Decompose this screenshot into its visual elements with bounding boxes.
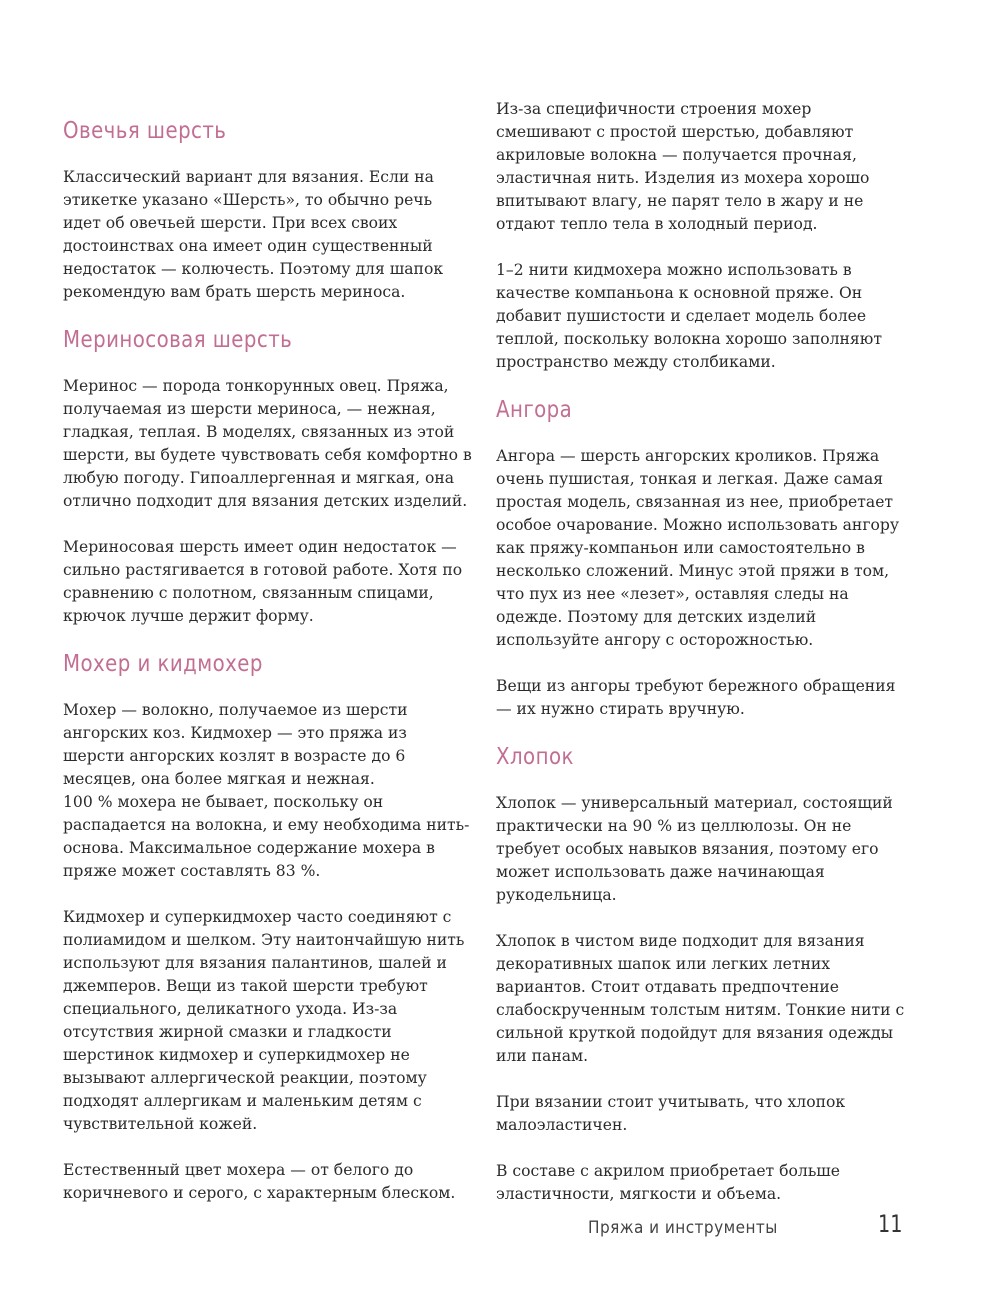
paragraph-cotton-2: Хлопок в чистом виде подходит для вязания декоративных шапок или легких летних вариантов. Стоит отдавать предпочтение слабоскрученным толстым нитям. Тонкие нити с сильной круткой подойдут для вязания одежды или панам. xyxy=(496,932,905,1065)
paragraph-cotton-1: Хлопок — универсальный материал, состоящий практически на 90 % из целлюлозы. Он не требует особых навыков вязания, поэтому его может использовать даже начинающая рукодельница. xyxy=(496,794,893,904)
heading-mohair: Мохер и кидмохер xyxy=(63,651,263,677)
paragraph-mohair-cont-2: 1–2 нити кидмохера можно использовать в качестве компаньона к основной пряже. Он добавит пушистости и сделает модель более теплой, поскольку волокна хорошо заполняют пространство между столбиками. xyxy=(496,261,882,371)
left-column xyxy=(63,116,473,1205)
paragraph-mohair-cont-1: Из-за специфичности строения мохер смешивают с простой шерстью, добавляют акриловые волокна — получается прочная, эластичная нить. Изделия из мохера хорошо впитывают влагу, не парят тело в жару и не отдают тепло тела в холодный период. xyxy=(496,100,870,233)
page-number: 11 xyxy=(878,1210,903,1238)
heading-cotton: Хлопок xyxy=(496,744,574,770)
paragraph-cotton-3: При вязании стоит учитывать, что хлопок малоэластичен. xyxy=(496,1093,846,1134)
right-column xyxy=(496,98,906,1206)
paragraph-merino-2: Мериносовая шерсть имеет один недостаток — сильно растягивается в готовой работе. Хотя по сравнению с полотном, связанным спицами, крючок лучше держит форму. xyxy=(63,538,463,625)
running-footer-title: Пряжа и инструменты xyxy=(588,1218,778,1238)
heading-merino-wool: Мериносовая шерсть xyxy=(63,327,293,353)
heading-angora: Ангора xyxy=(496,397,573,423)
paragraph-mohair-2: Кидмохер и суперкидмохер часто соединяют с полиамидом и шелком. Эту наитончайшую нить используют для вязания палантинов, шалей и джемперов. Вещи из такой шерсти требуют специального, деликатного ухода. Из-за отсутствия жирной смазки и гладкости шерстинок кидмохер и суперкидмохер не вызывают аллергической реакции, поэтому подходят аллергикам и маленьким детям с чувствительной кожей. xyxy=(63,908,465,1133)
paragraph-sheep-wool: Классический вариант для вязания. Если на этикетке указано «Шерсть», то обычно речь идет об овечьей шерсти. При всех своих достоинствах она имеет один существенный недостаток — колючесть. Поэтому для шапок рекомендую вам брать шерсть мериноса. xyxy=(63,168,444,301)
paragraph-mohair-3: Естественный цвет мохера — от белого до коричневого и серого, с характерным блеском. xyxy=(63,1161,456,1202)
paragraph-mohair-1: Мохер — волокно, получаемое из шерсти ангорских коз. Кидмохер — это пряжа из шерсти ангорских козлят в возрасте до 6 месяцев, она более мягкая и нежная. xyxy=(63,701,408,788)
paragraph-merino-1: Меринос — порода тонкорунных овец. Пряжа, получаемая из шерсти мериноса, — нежная, гладкая, теплая. В моделях, связанных из этой шерсти, вы будете чувствовать себя комфортно в любую погоду. Гипоаллергенная и мягкая, она отлично подходит для вязания детских изделий. xyxy=(63,377,472,510)
paragraph-mohair-1b: 100 % мохера не бывает, поскольку он распадается на волокна, и ему необходима нить-основа. Максимальное содержание мохера в пряже может составлять 83 %. xyxy=(63,793,470,880)
paragraph-angora-1: Ангора — шерсть ангорских кроликов. Пряжа очень пушистая, тонкая и легкая. Даже самая простая модель, связанная из нее, приобретает особое очарование. Можно использовать ангору как пряжу-компаньон или самостоятельно в несколько сложений. Минус этой пряжи в том, что пух из нее «лезет», оставляя следы на одежде. Поэтому для детских изделий используйте ангору с осторожностью. xyxy=(496,447,900,649)
paragraph-cotton-4: В составе с акрилом приобретает больше эластичности, мягкости и объема. xyxy=(496,1162,841,1203)
paragraph-angora-2: Вещи из ангоры требуют бережного обращения — их нужно стирать вручную. xyxy=(496,677,896,718)
heading-sheep-wool: Овечья шерсть xyxy=(63,118,227,144)
